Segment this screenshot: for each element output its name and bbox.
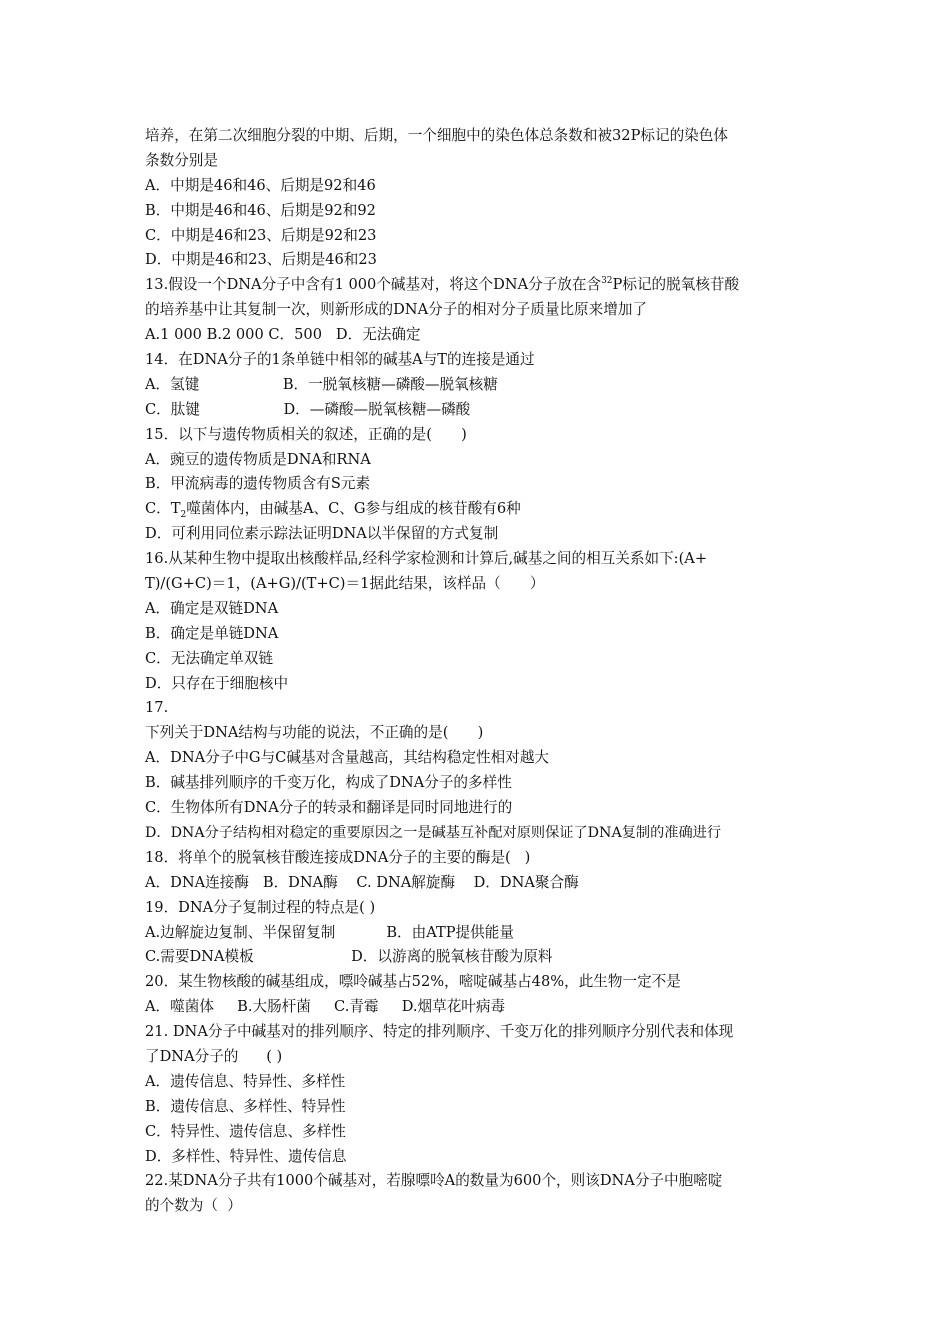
option-line: D．中期是46和23、后期是46和23 [145, 251, 377, 269]
option-line: A．豌豆的遗传物质是DNA和RNA [145, 450, 371, 468]
option-line: D．可利用同位素示踪法证明DNA以半保留的方式复制 [145, 525, 499, 543]
option-line: B．甲流病毒的遗传物质含有S元素 [145, 475, 371, 493]
option-line: A．噬菌体 B.大肠杆菌 C.青霉 D.烟草花叶病毒 [145, 998, 506, 1016]
option-line: A．DNA连接酶 B．DNA酶 C. DNA解旋酶 D．DNA聚合酶 [145, 873, 579, 891]
question-19: 19．DNA分子复制过程的特点是( ) [145, 898, 376, 916]
option-line: A．遗传信息、特异性、多样性 [145, 1072, 346, 1090]
text-line: T)/(G+C)＝1，(A+G)/(T+C)＝1据此结果，该样品（ ） [145, 575, 545, 593]
question-22: 22.某DNA分子共有1000个碱基对，若腺嘌呤A的数量为600个，则该DNA分子中胞嘧啶 [145, 1172, 723, 1190]
question-21: 21. DNA分子中碱基对的排列顺序、特定的排列顺序、千变万化的排列顺序分别代表和体现 [145, 1023, 734, 1041]
option-line: C．中期是46和23、后期是92和23 [145, 226, 377, 244]
question-15: 15．以下与遗传物质相关的叙述，正确的是( ) [145, 425, 467, 443]
option-line: B．碱基排列顺序的千变万化，构成了DNA分子的多样性 [145, 774, 512, 792]
option-line: B．中期是46和46、后期是92和92 [145, 201, 376, 219]
option-line: B．遗传信息、多样性、特异性 [145, 1097, 346, 1115]
option-line [145, 497, 825, 522]
question-text [145, 124, 825, 1219]
text-line: 培养，在第二次细胞分裂的中期、后期，一个细胞中的染色体总条数和被32P标记的染色体 [145, 127, 728, 144]
question-17: 下列关于DNA结构与功能的说法，不正确的是( ) [145, 724, 484, 742]
question-13 [145, 273, 825, 298]
question-16: 16.从某种生物中提取出核酸样品,经科学家检测和计算后,碱基之间的相互关系如下:(A+ [145, 550, 708, 568]
question-14: 14．在DNA分子的1条单链中相邻的碱基A与T的连接是通过 [145, 351, 535, 369]
option-line: A.1 000 B.2 000 C．500 D．无法确定 [145, 326, 421, 344]
superscript-32: 32 [601, 276, 613, 287]
option-line: C．无法确定单双链 [145, 649, 273, 667]
option-line: D．多样性、特异性、遗传信息 [145, 1147, 347, 1165]
question-13-tail: P标记的脱氧核苷酸 [612, 276, 740, 294]
option-line: B．确定是单链DNA [145, 624, 279, 642]
option-line: C．肽键 D．—磷酸—脱氧核糖—磷酸 [145, 400, 471, 418]
question-18: 18．将单个的脱氧核苷酸连接成DNA分子的主要的酶是( ) [145, 848, 531, 866]
option-line: A．氢键 B．一脱氧核糖—磷酸—脱氧核糖 [145, 375, 498, 393]
option-line: A．中期是46和46、后期是92和46 [145, 176, 376, 194]
option-15c-prefix: C．T [145, 500, 181, 518]
option-line: C．生物体所有DNA分子的转录和翻译是同时同地进行的 [145, 799, 513, 817]
question-20: 20．某生物核酸的碱基组成，嘌呤碱基占52%，嘧啶碱基占48%，此生物一定不是 [145, 973, 681, 991]
text-line: 条数分别是 [145, 151, 218, 169]
question-13-text: 13.假设一个DNA分子中含有1 000个碱基对，将这个DNA分子放在含 [145, 276, 602, 294]
question-17-number: 17. [145, 699, 169, 717]
text-line: 的培养基中让其复制一次，则新形成的DNA分子的相对分子质量比原来增加了 [145, 301, 648, 319]
option-line: D．DNA分子结构相对稳定的重要原因之一是碱基互补配对原则保证了DNA复制的准确进行 [145, 824, 722, 841]
option-line: D．只存在于细胞核中 [145, 674, 289, 692]
option-line: A.边解旋边复制、半保留复制 B．由ATP提供能量 [145, 923, 514, 941]
option-line: A．确定是双链DNA [145, 599, 279, 617]
option-15c-tail: 噬菌体内，由碱基A、C、G参与组成的核苷酸有6种 [186, 500, 521, 518]
option-line: C．特异性、遗传信息、多样性 [145, 1122, 346, 1140]
subscript-2: 2 [180, 510, 187, 521]
option-line: C.需要DNA模板 D．以游离的脱氧核苷酸为原料 [145, 948, 553, 966]
option-line: A．DNA分子中G与C碱基对含量越高，其结构稳定性相对越大 [145, 749, 550, 767]
text-line: 的个数为（ ） [145, 1197, 242, 1215]
text-line: 了DNA分子的 ( ) [145, 1047, 283, 1065]
